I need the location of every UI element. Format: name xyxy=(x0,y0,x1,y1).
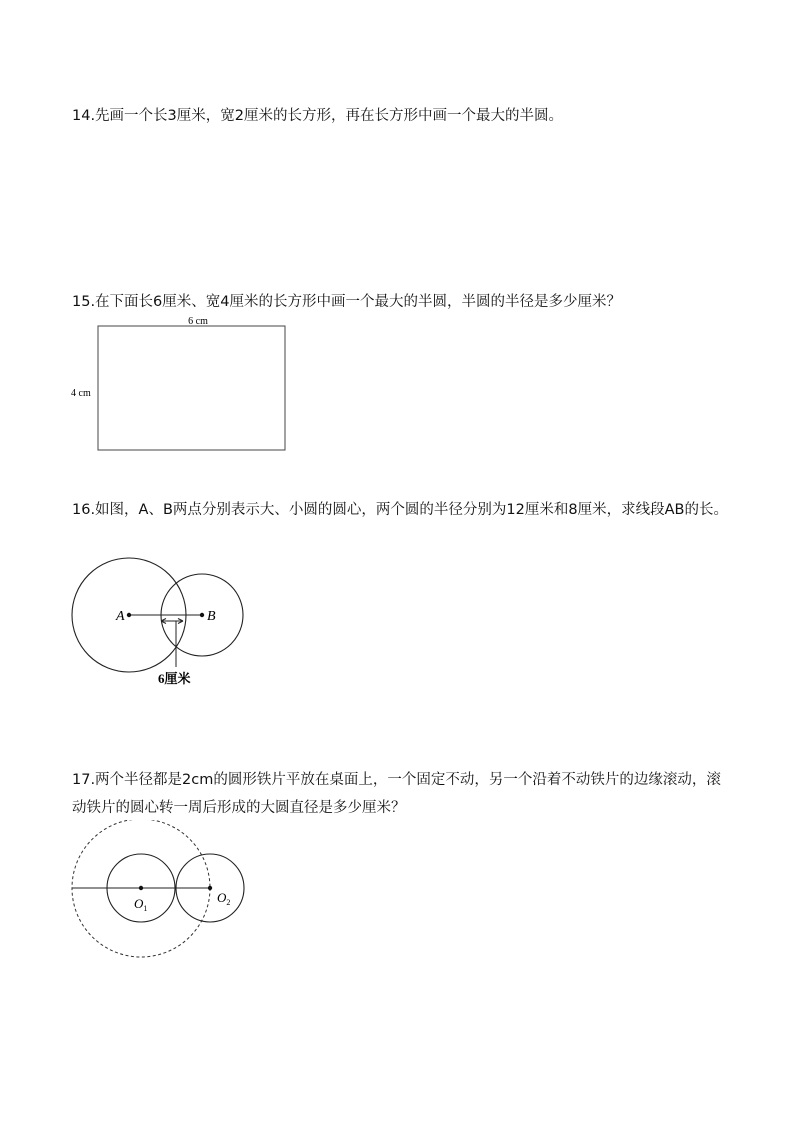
question-14 xyxy=(72,102,732,130)
label-o1: $O_1$ xyxy=(134,896,148,913)
center-b-point xyxy=(200,613,204,617)
two-circles-figure xyxy=(66,552,256,696)
question-14-text: 14.先画一个长3厘米，宽2厘米的长方形，再在长方形中画一个最大的半圆。 xyxy=(72,108,564,124)
question-16-text: 16.如图，A、B两点分别表示大、小圆的圆心，两个圆的半径分别为12厘米和8厘米，求线段AB的长。 xyxy=(72,502,728,518)
question-17 xyxy=(72,766,732,822)
question-16 xyxy=(72,496,732,524)
rectangle-figure xyxy=(66,310,306,464)
rectangle-height-label: 4 cm xyxy=(71,388,91,399)
center-o2-point xyxy=(208,886,212,890)
label-a: A xyxy=(116,609,125,624)
label-o2-subscript: 2 xyxy=(226,898,231,907)
label-o2: $O_2$ xyxy=(217,890,231,907)
label-o1-subscript: 1 xyxy=(143,904,148,913)
question-17-text: 17.两个半径都是2cm的圆形铁片平放在桌面上，一个固定不动，另一个沿着不动铁片的边缘滚动，滚动铁片的圆心转一周后形成的大圆直径是多少厘米？ xyxy=(72,772,721,816)
question-15-text: 15.在下面长6厘米、宽4厘米的长方形中画一个最大的半圆，半圆的半径是多少厘米？ xyxy=(72,294,622,310)
rectangle-width-label: 6 cm xyxy=(188,316,208,327)
rolling-circles-figure xyxy=(66,820,256,969)
rectangle-shape xyxy=(98,326,285,450)
label-b: B xyxy=(207,609,216,624)
overlap-label: 6厘米 xyxy=(158,671,191,686)
center-a-point xyxy=(127,613,131,617)
center-o1-point xyxy=(139,886,143,890)
